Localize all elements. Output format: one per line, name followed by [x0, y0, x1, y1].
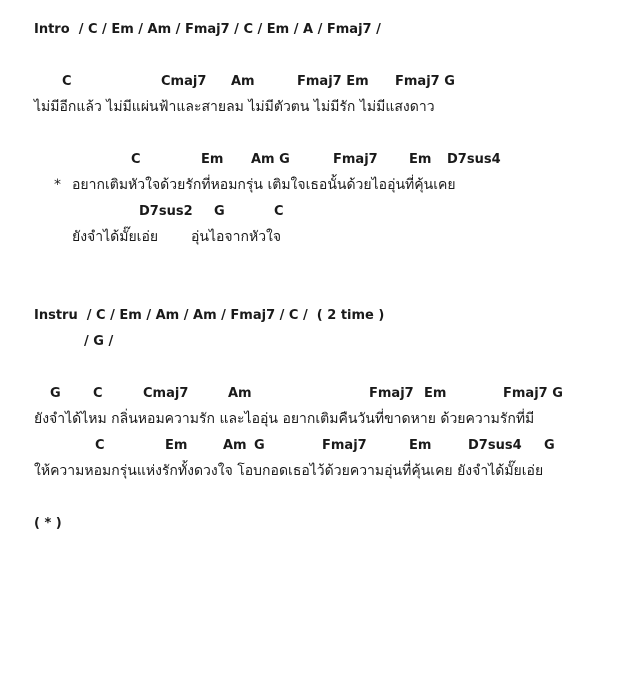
bridge-lyric-2: ให้ความหอมกรุ่นแห่งรักทั้งดวงใจ โอบกอดเธอไว้ด้วยความอุ่นที่คุ้นเคย ยังจำได้มั๊ยเอ่ย [34, 463, 544, 479]
chord: Fmaj7 [369, 386, 414, 401]
chord: G [214, 204, 225, 219]
chord: Am [228, 386, 252, 401]
chorus-marker: * [54, 177, 61, 193]
chord: D7sus2 [139, 204, 193, 219]
chord: Fmaj7 [333, 152, 378, 167]
chord: Fmaj7 G [503, 386, 563, 401]
chord: C [93, 386, 103, 401]
chord: Am [231, 74, 255, 89]
chord: C [274, 204, 284, 219]
chord: C [95, 438, 105, 453]
chord: Em [424, 386, 447, 401]
instru-line: Instru / C / Em / Am / Am / Fmaj7 / C / ( 2 time ) [34, 308, 385, 323]
chord: Cmaj7 [161, 74, 207, 89]
instru-line-2: / G / [84, 334, 114, 349]
chord: D7sus4 [468, 438, 522, 453]
chord: Am G [251, 152, 290, 167]
chorus-lyric-1: อยากเติมหัวใจด้วยรักที่หอมกรุ่น เติมใจเธอนั้นด้วยไออุ่นที่คุ้นเคย [72, 177, 456, 193]
chord: Cmaj7 [143, 386, 189, 401]
chorus-lyric-2a: ยังจำได้มั๊ยเอ่ย [72, 229, 159, 245]
chord: D7sus4 [447, 152, 501, 167]
chord: Fmaj7 G [395, 74, 455, 89]
chord: Em [165, 438, 188, 453]
verse-lyric: ไม่มีอีกแล้ว ไม่มีแผ่นฟ้าและสายลม ไม่มีตัวตน ไม่มีรัก ไม่มีแสงดาว [34, 99, 435, 115]
chord: Em [409, 438, 432, 453]
chord: G [50, 386, 61, 401]
chorus-lyric-2b: อุ่นไอจากหัวใจ [191, 229, 282, 245]
chord: Am [223, 438, 247, 453]
chord: Em [409, 152, 432, 167]
chord: Fmaj7 [322, 438, 367, 453]
chord: C [62, 74, 72, 89]
chord: G [544, 438, 555, 453]
chord: C [131, 152, 141, 167]
repeat-chorus-marker: ( * ) [34, 516, 62, 531]
chord: Em [201, 152, 224, 167]
chord: G [254, 438, 265, 453]
intro-line: Intro / C / Em / Am / Fmaj7 / C / Em / A / Fmaj7 / [34, 22, 381, 37]
chord: Fmaj7 Em [297, 74, 369, 89]
bridge-lyric-1: ยังจำได้ไหม กลิ่นหอมความรัก และไออุ่น อยากเติมคืนวันที่ขาดหาย ด้วยความรักที่มี [34, 411, 535, 427]
